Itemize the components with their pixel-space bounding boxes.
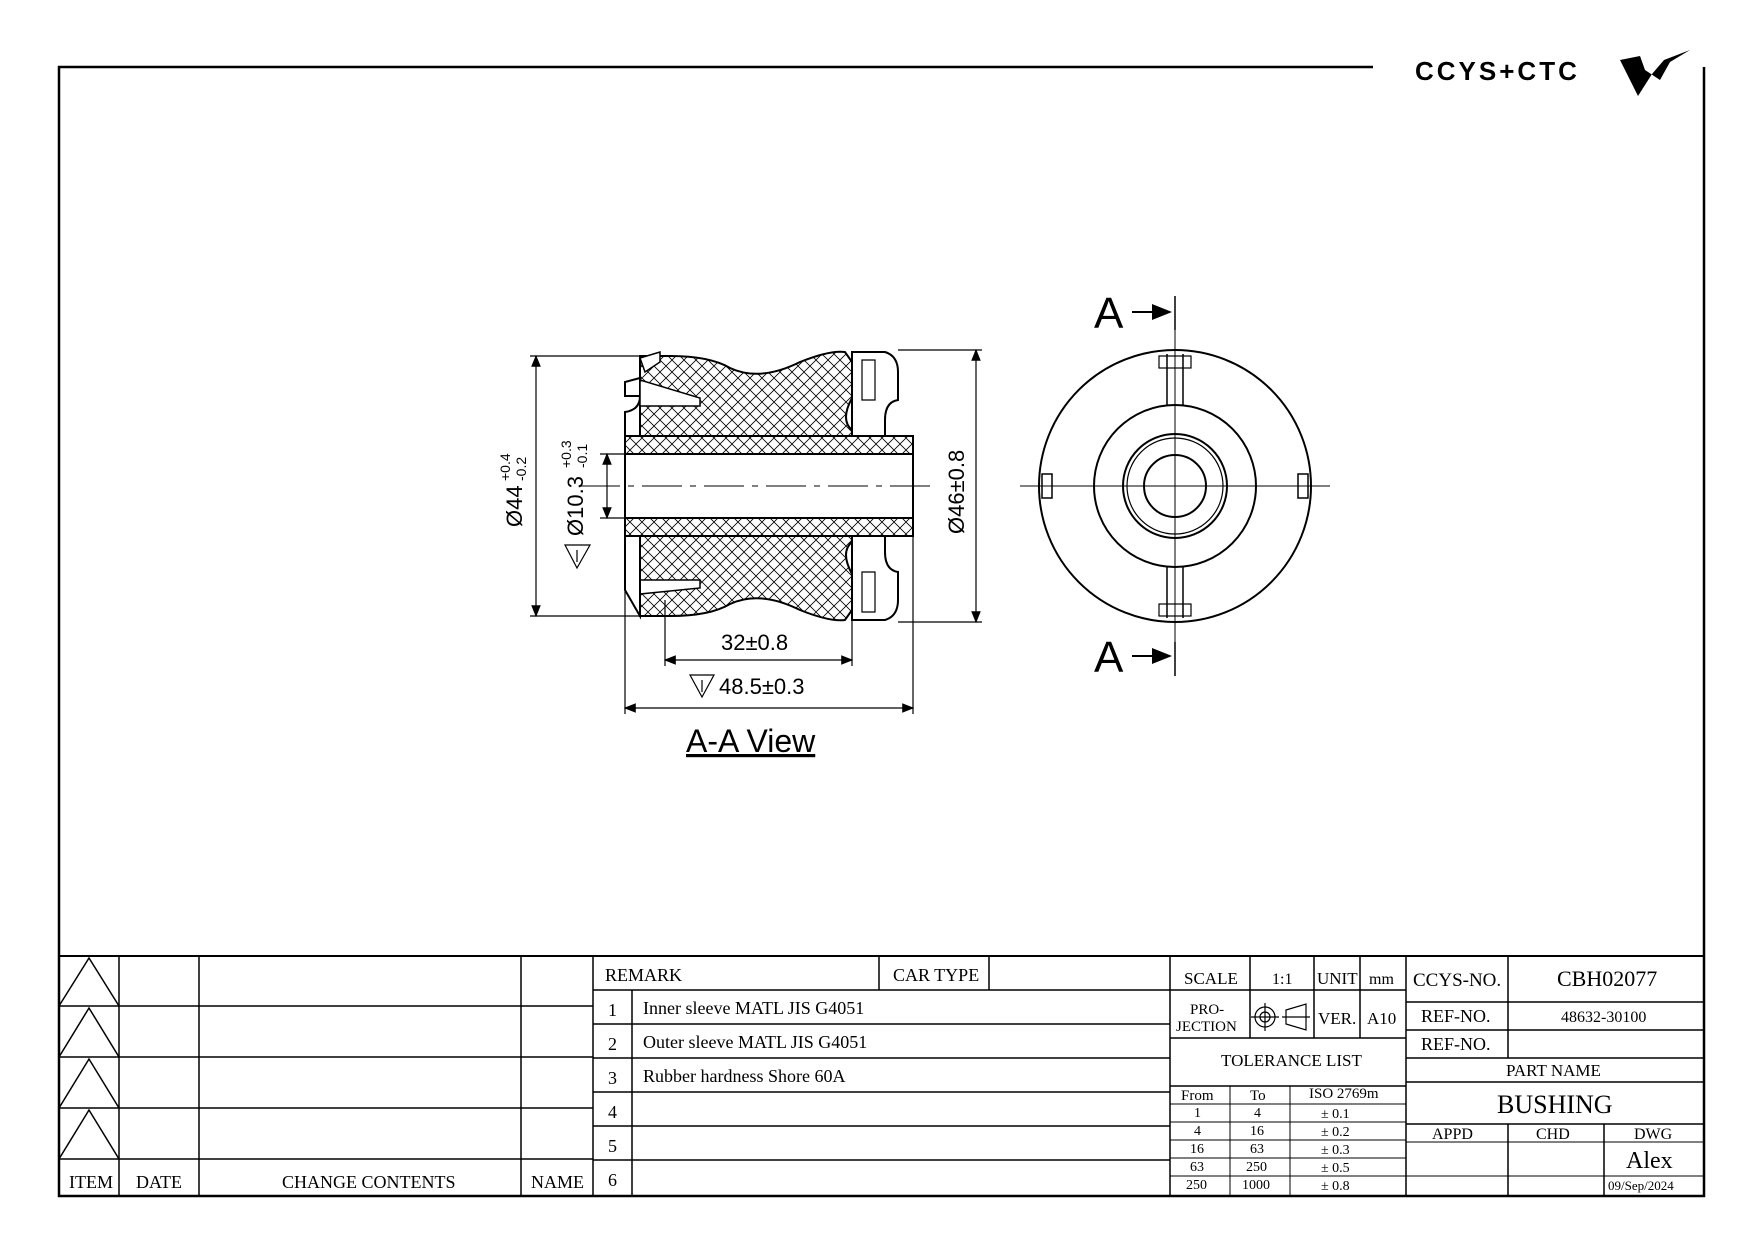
scale-value: 1:1 xyxy=(1272,971,1293,988)
drawing-date: 09/Sep/2024 xyxy=(1608,1178,1674,1193)
section-marker-bottom: A xyxy=(1094,633,1124,682)
tol-from: 1 xyxy=(1194,1106,1201,1121)
tol-value: ± 0.2 xyxy=(1321,1125,1350,1140)
remark-num: 2 xyxy=(608,1034,617,1054)
bore-tol-bot: -0.1 xyxy=(574,443,590,468)
ref-no2-label: REF-NO. xyxy=(1421,1034,1491,1054)
tol-from: 63 xyxy=(1190,1160,1204,1175)
total-length-dim: 48.5±0.3 xyxy=(719,674,805,699)
projection-symbol-icon xyxy=(1251,1003,1310,1031)
logo-text: CCYS+CTC xyxy=(1415,56,1580,86)
dwg-label: DWG xyxy=(1634,1126,1673,1143)
remark-num: 3 xyxy=(608,1068,617,1088)
tol-header-from: From xyxy=(1181,1088,1214,1104)
tol-from: 16 xyxy=(1190,1142,1204,1157)
tol-value: ± 0.1 xyxy=(1321,1107,1350,1122)
tol-to: 16 xyxy=(1250,1124,1264,1139)
tol-header-to: To xyxy=(1250,1088,1266,1104)
remark-text: Rubber hardness Shore 60A xyxy=(643,1066,846,1086)
tol-to: 4 xyxy=(1254,1106,1261,1121)
tolerance-title: TOLERANCE LIST xyxy=(1221,1051,1362,1070)
remark-num: 4 xyxy=(608,1102,617,1122)
car-type-label: CAR TYPE xyxy=(893,965,980,985)
tol-from: 4 xyxy=(1194,1124,1201,1139)
chd-label: CHD xyxy=(1536,1126,1570,1143)
remark-header: REMARK xyxy=(605,965,683,985)
logo-emblem xyxy=(1620,50,1690,96)
ccys-no-label: CCYS-NO. xyxy=(1413,970,1502,991)
tol-to: 63 xyxy=(1250,1142,1264,1157)
appd-label: APPD xyxy=(1432,1126,1473,1143)
tol-value: ± 0.5 xyxy=(1321,1161,1350,1176)
bore-tol-top: +0.3 xyxy=(558,440,574,468)
remark-num: 6 xyxy=(608,1170,617,1190)
flange-dia-dim: Ø46±0.8 xyxy=(944,449,969,534)
outer-dia-dim: Ø44 xyxy=(502,485,527,527)
remark-num: 1 xyxy=(608,1000,617,1020)
tol-to: 250 xyxy=(1246,1160,1267,1175)
scale-label: SCALE xyxy=(1184,969,1238,988)
rev-header-contents: CHANGE CONTENTS xyxy=(282,1172,456,1192)
outer-tol-bot: -0.2 xyxy=(513,456,529,481)
bore-dia-dim: Ø10.3 xyxy=(563,476,588,536)
tol-value: ± 0.8 xyxy=(1321,1179,1350,1194)
projection-label-2: JECTION xyxy=(1176,1019,1237,1035)
ref-no-value: 48632-30100 xyxy=(1561,1009,1647,1026)
ver-label: VER. xyxy=(1318,1009,1357,1028)
ref-no-label: REF-NO. xyxy=(1421,1006,1491,1026)
view-title: A-A View xyxy=(686,723,816,759)
dwg-name: Alex xyxy=(1626,1148,1673,1174)
inner-length-dim: 32±0.8 xyxy=(721,630,789,655)
unit-label: UNIT xyxy=(1317,969,1358,988)
rev-header-item: ITEM xyxy=(69,1172,113,1192)
tol-to: 1000 xyxy=(1242,1178,1270,1193)
rev-header-date: DATE xyxy=(136,1172,182,1192)
unit-value: mm xyxy=(1369,971,1394,988)
rubber-body-lower xyxy=(640,536,852,620)
company-logo xyxy=(1415,50,1690,96)
ver-value: A10 xyxy=(1367,1009,1397,1028)
outer-tol-top: +0.4 xyxy=(497,453,513,481)
remark-text: Outer sleeve MATL JIS G4051 xyxy=(643,1032,868,1052)
ccys-no-value: CBH02077 xyxy=(1557,966,1658,991)
part-name-label: PART NAME xyxy=(1506,1061,1601,1080)
remark-text: Inner sleeve MATL JIS G4051 xyxy=(643,998,865,1018)
part-name-value: BUSHING xyxy=(1497,1090,1613,1119)
tol-from: 250 xyxy=(1186,1178,1207,1193)
tol-value: ± 0.3 xyxy=(1321,1143,1350,1158)
remark-num: 5 xyxy=(608,1136,617,1156)
title-block-lines xyxy=(59,956,1704,1196)
sheet-border xyxy=(59,67,1704,1196)
end-view xyxy=(1020,330,1330,645)
rev-header-name: NAME xyxy=(531,1172,584,1192)
tol-header-std: ISO 2769m xyxy=(1309,1086,1379,1102)
section-marker-top: A xyxy=(1094,289,1124,338)
projection-label: PRO- xyxy=(1190,1002,1225,1018)
section-view xyxy=(580,352,935,621)
